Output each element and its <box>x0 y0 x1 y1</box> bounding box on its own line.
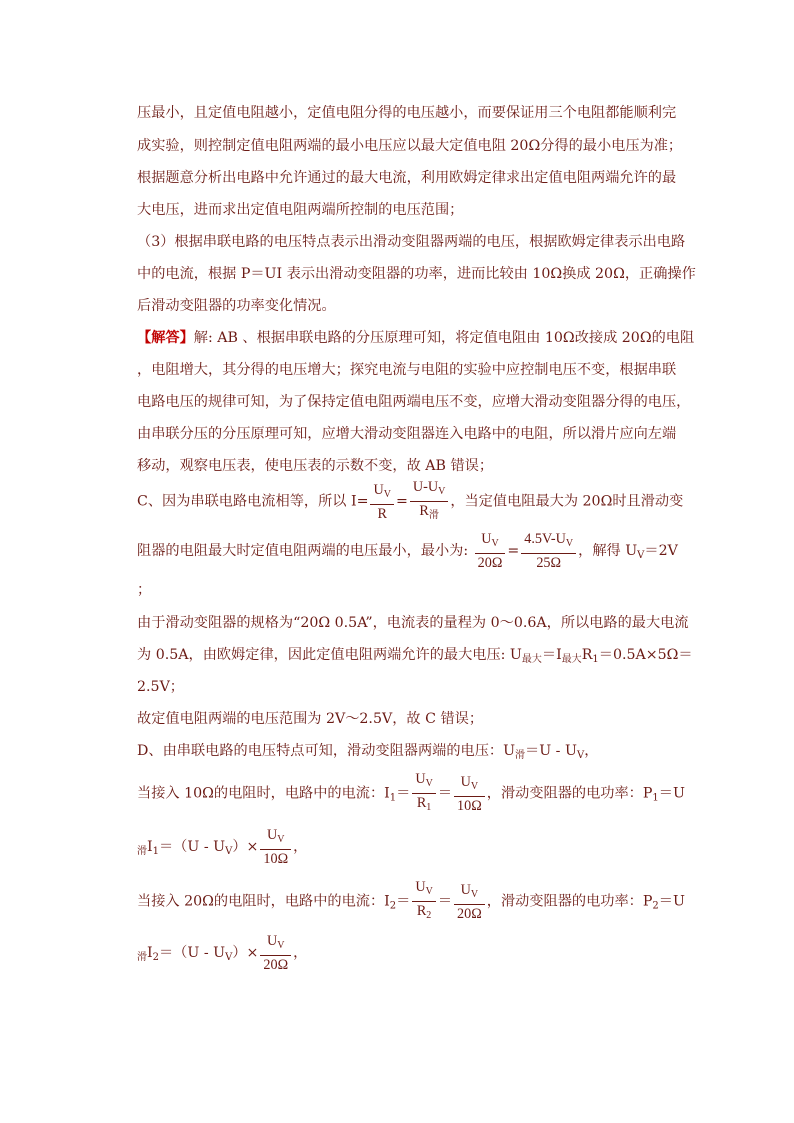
fraction: $\frac{U_V}{20\Omega}$ <box>475 530 506 572</box>
answer-text: 解: AB 、根据串联电路的分压原理可知，将定值电阻由 10Ω改接成 20Ω的电阻 <box>193 330 695 346</box>
formula-text: ，当定值电阻最大为 20Ω时且滑动变 <box>450 493 684 510</box>
answer-line <box>137 328 694 348</box>
formula-text: 阻器的电阻最大时定值电阻两端的电压最小，最小为: <box>137 543 469 559</box>
formula-line-min-voltage: 阻器的电阻最大时定值电阻两端的电压最小，最小为: $\frac{U_V}{20\Omega}$ = $\frac{4.5V-U_V}{25\Omega}$ ，解得 $U_V=2V$ <box>137 531 678 571</box>
text-line: 大电压，进而求出定值电阻两端所控制的电压范围； <box>137 202 464 218</box>
fraction: $\frac{U_V}{R_2}$ <box>412 878 435 925</box>
fraction: $\frac{U-U_V}{R_滑}$ <box>410 478 448 525</box>
text-line: 2.5V； <box>137 679 184 695</box>
answer-tag: 【解答】 <box>137 330 194 346</box>
fraction: $\frac{U_V}{10\Omega}$ <box>260 826 291 868</box>
text-line: 电路电压的规律可知，为了保持定值电阻两端电压不变，应增大滑动变阻器分得的电压， <box>137 394 691 410</box>
equals-sign: = <box>395 493 408 510</box>
text-line: 压最小，且定值电阻越小，定值电阻分得的电压越小，而要保证用三个电阻都能顺利完 <box>137 105 677 121</box>
formula-text: C、因为串联电路电流相等，所以 I= <box>137 493 369 510</box>
text-line: 根据题意分析出电路中允许通过的最大电流，利用欧姆定律求出定值电阻两端允许的最 <box>137 170 677 186</box>
formula-line-c <box>137 478 683 525</box>
text-line: （3）根据串联电路的电压特点表示出滑动变阻器两端的电压，根据欧姆定律表示出电路 <box>137 234 686 250</box>
text-line: ，电阻增大，其分得的电压增大；探究电流与电阻的实验中应控制电压不变，根据串联 <box>137 362 677 378</box>
fraction: $\frac{4.5V-U_V}{25\Omega}$ <box>521 530 576 572</box>
text-line: 中的电流，根据 P＝UI 表示出滑动变阻器的功率，进而比较由 10Ω换成 20Ω，正确操作 <box>137 266 696 282</box>
formula-line-current-20: 当接入 20Ω的电阻时，电路中的电流：$I_2=$ $\frac{U_V}{R_2}$ ＝ $\frac{U_V}{20\Omega}$ ，滑动变阻器的电功率：$P_2=U$ <box>137 878 685 927</box>
text-line: 移动，观察电压表，使电压表的示数不变，故 AB 错误； <box>137 458 494 474</box>
text-line: 故定值电阻两端的电压范围为 2V～2.5V，故 C 错误； <box>137 711 484 727</box>
fraction: $\frac{U_V}{20\Omega}$ <box>454 881 485 923</box>
text-line: 后滑动变阻器的功率变化情况。 <box>137 298 336 314</box>
equals-sign: = <box>507 543 520 559</box>
fraction: $\frac{U_V}{R_1}$ <box>412 770 435 817</box>
fraction: $\frac{U_V}{10\Omega}$ <box>454 773 485 815</box>
fraction: $\frac{U_V}{R}$ <box>370 481 393 523</box>
text-line: 由串联分压的分压原理可知，应增大滑动变阻器连入电路中的电阻，所以滑片应向左端 <box>137 426 677 442</box>
text-line: ； <box>137 582 152 598</box>
text-line: 成实验，则控制定值电阻两端的最小电压应以最大定值电阻 20Ω分得的最小电压为准； <box>137 138 683 154</box>
formula-line-power-20: $_滑I_2=(U - U_V)\times$ $\frac{U_V}{20\Omega}$ ， <box>137 933 308 973</box>
formula-line-max-voltage: 为 0.5A，由欧姆定律，因此定值电阻两端允许的最大电压: $U_{最大}=I_{最大}R_1=0.5A\times 5\Omega=$ <box>137 647 693 665</box>
formula-text: ，解得 U <box>578 543 638 559</box>
formula-line-current-10: 当接入 10Ω的电阻时，电路中的电流：$I_1=$ $\frac{U_V}{R_1}$ ＝ $\frac{U_V}{10\Omega}$ ，滑动变阻器的电功率：$P_1=U$ <box>137 770 685 819</box>
text-line: 由于滑动变阻器的规格为“20Ω 0.5A”，电流表的量程为 0～0.6A，所以电路的最大电流 <box>137 615 689 631</box>
formula-line-power-10: $_滑I_1=(U - U_V)\times$ $\frac{U_V}{10\Omega}$ ， <box>137 827 308 867</box>
formula-line-d: D、由串联电路的电压特点可知，滑动变阻器两端的电压：$U_滑=U - U_V$， <box>137 743 599 761</box>
fraction: $\frac{U_V}{20\Omega}$ <box>260 932 291 974</box>
